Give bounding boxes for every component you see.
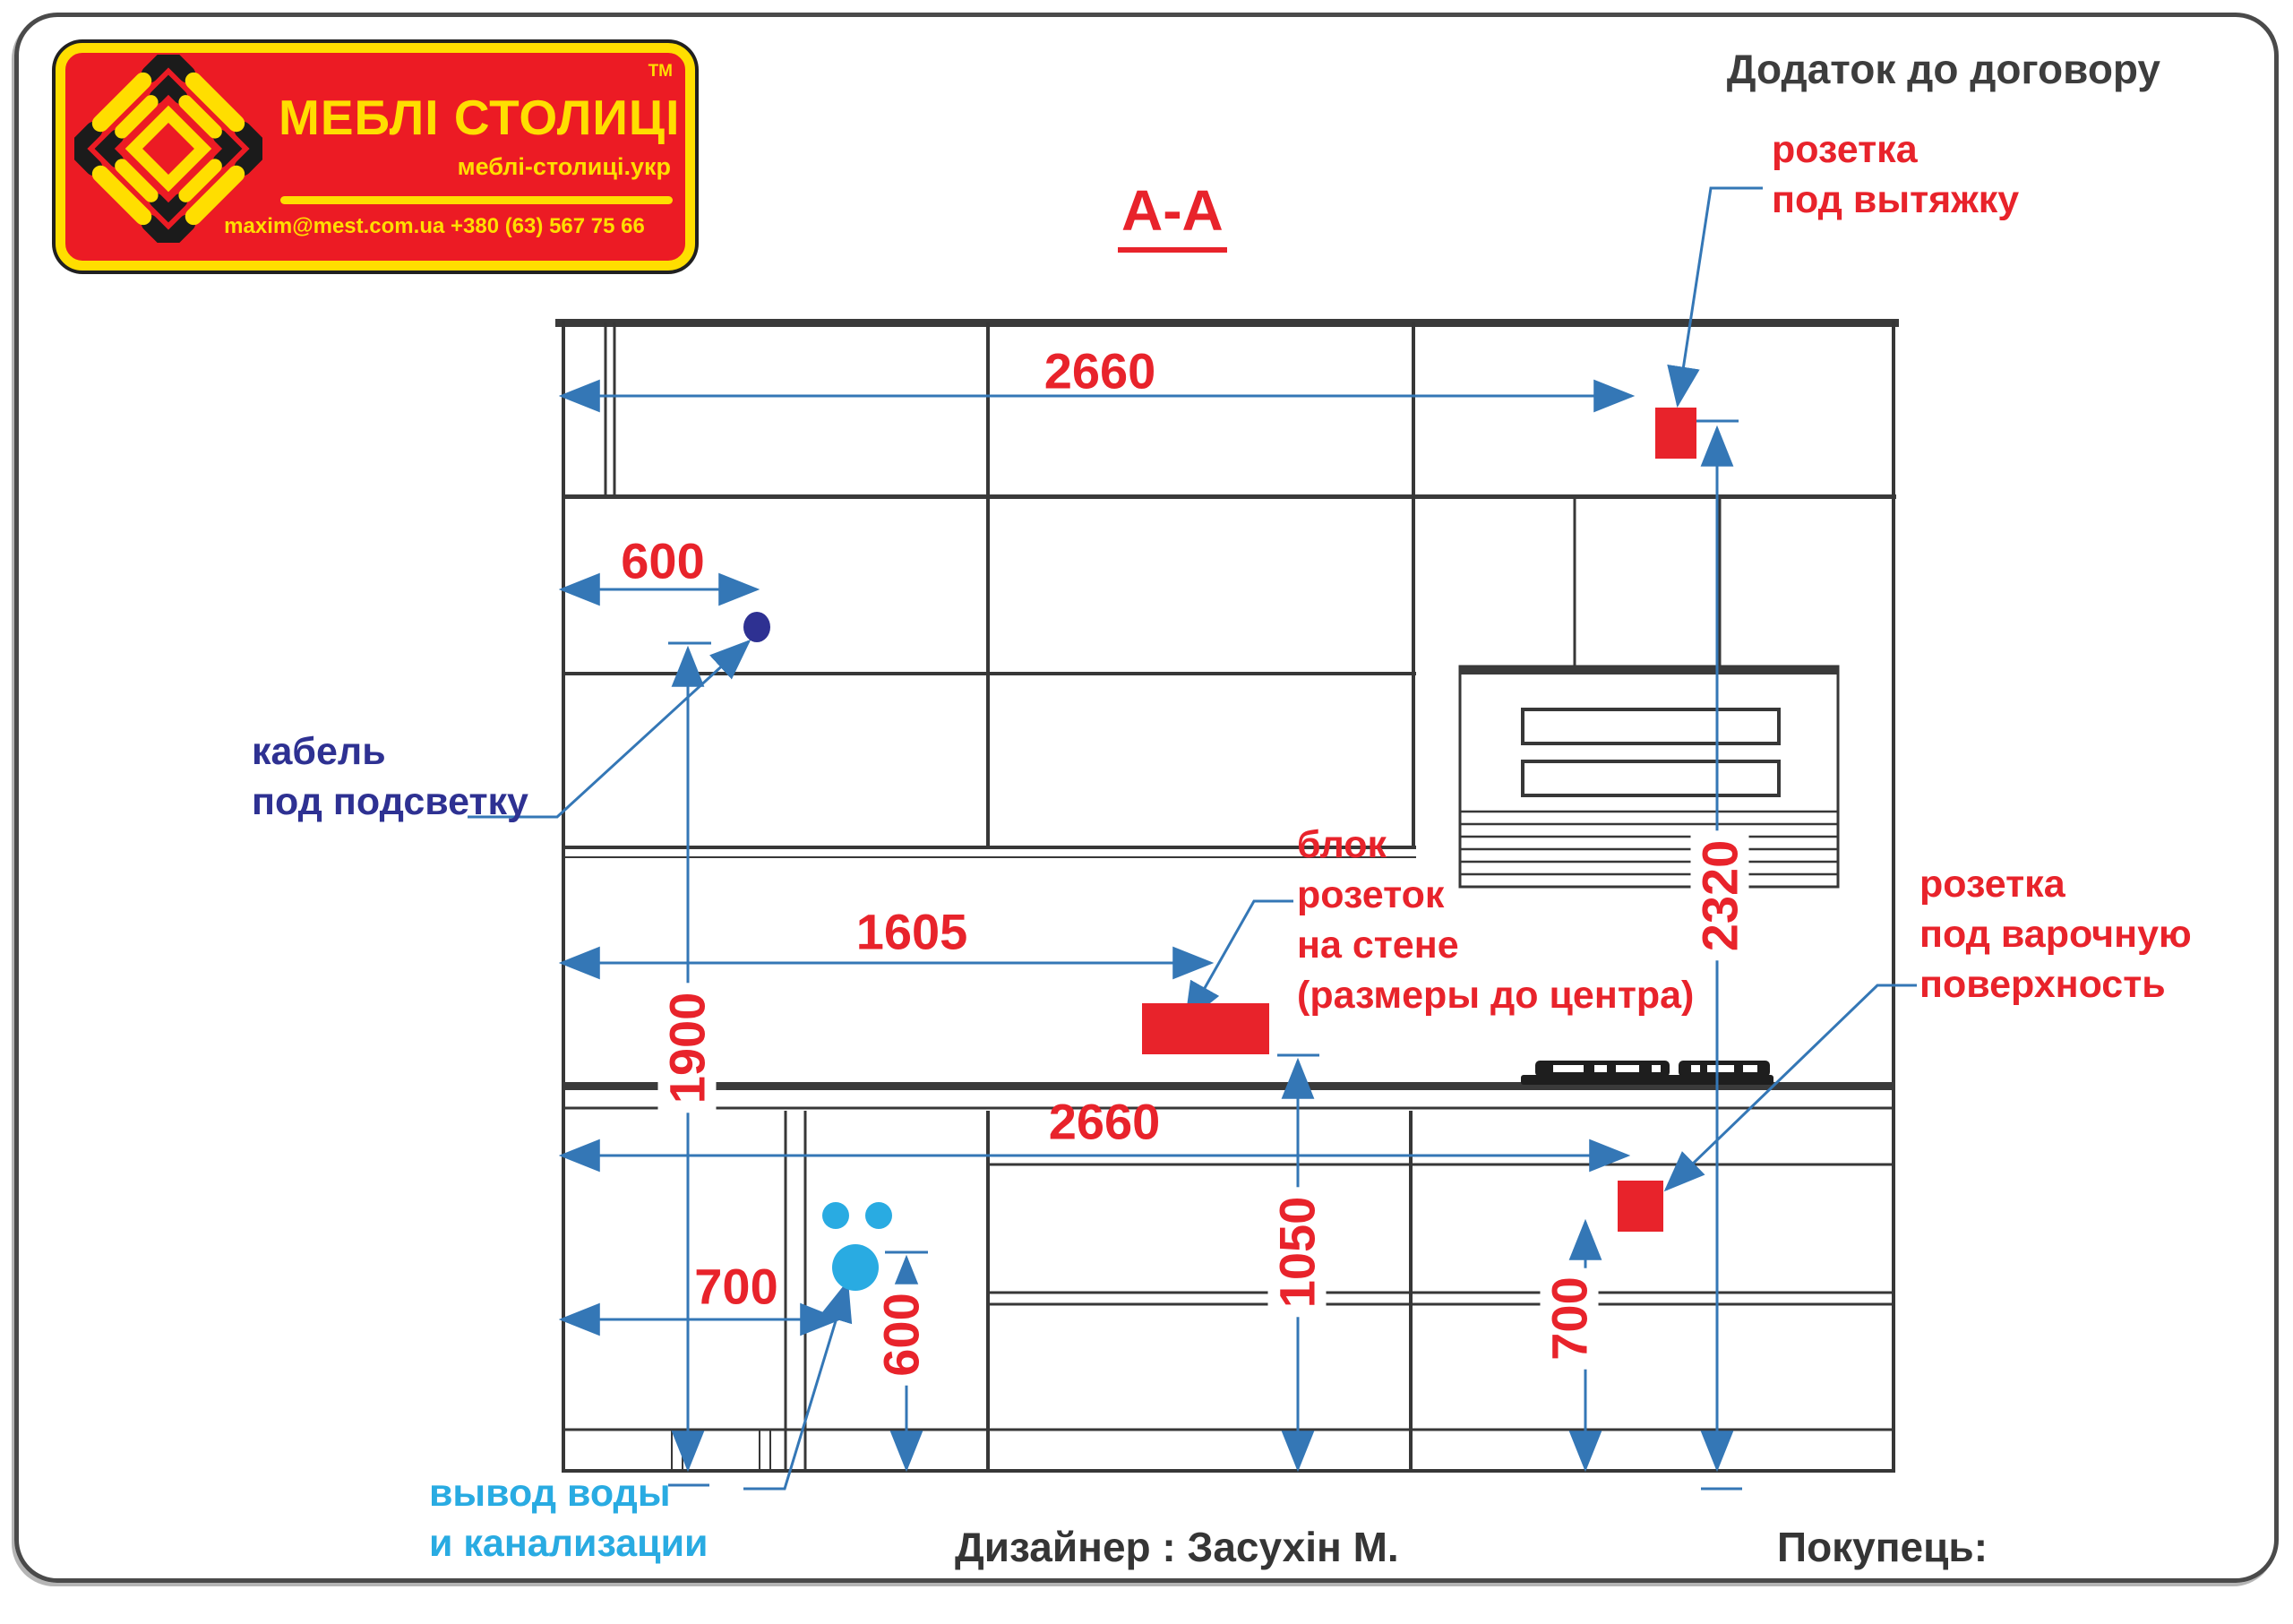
annotation-line: под подсветку [252, 779, 528, 823]
buyer-label: Покупець: [1777, 1524, 1988, 1570]
logo-divider [280, 196, 673, 204]
annotation-line: под вытяжку [1772, 177, 2020, 221]
logo-brand: МЕБЛІ СТОЛИЦІ [279, 90, 681, 145]
wall-socket-block-marker [1142, 1003, 1269, 1054]
annotation-wall-block [1297, 821, 1694, 1021]
annotation-line: под варочную [1919, 912, 2192, 956]
annotation-line: блок [1297, 823, 1387, 866]
dim-label-2320: 2320 [1691, 831, 1749, 961]
hood-socket-marker [1655, 408, 1696, 459]
dim-label-1900: 1900 [658, 984, 717, 1113]
water-point [822, 1202, 849, 1229]
annotation-line: розетка [1919, 863, 2065, 906]
annotation-water [429, 1469, 708, 1569]
section-label: А-А [1118, 177, 1227, 253]
cooktop [1521, 1061, 1773, 1085]
annotation-cooktop-socket [1919, 860, 2192, 1010]
annotation-line: (размеры до центра) [1297, 973, 1695, 1017]
logo-site: меблі-столиці.укр [457, 153, 671, 180]
hood-slot [1523, 709, 1779, 743]
annotation-line: кабель [252, 730, 386, 773]
wall-cabinet-top-band [555, 319, 1899, 327]
annotation-line: поверхность [1919, 962, 2166, 1006]
water-point [865, 1202, 892, 1229]
dim-label-600: 600 [621, 532, 705, 589]
dim-label-bottom-2660: 2660 [1048, 1093, 1161, 1150]
logo-tm: ТМ [648, 62, 673, 81]
annotation-line: вывод воды [429, 1472, 671, 1515]
annotation-line: розеток [1297, 872, 1445, 916]
annotation-hood-socket [1772, 125, 2019, 226]
light-cable-point [743, 612, 770, 642]
dim-label-700-left: 700 [694, 1258, 778, 1315]
annotation-line: розетка [1772, 128, 1918, 171]
dim-label-top-2660: 2660 [1043, 342, 1156, 400]
company-logo [56, 43, 695, 271]
dim-label-1605: 1605 [855, 903, 968, 960]
dim-label-700-right: 700 [1541, 1267, 1599, 1369]
logo-contacts: maxim@mest.com.ua +380 (63) 567 75 66 [224, 214, 645, 238]
cooktop-socket-marker [1618, 1181, 1663, 1232]
annotation-line: на стене [1297, 923, 1459, 967]
hood-slot [1523, 761, 1779, 795]
leader-hood-socket [1678, 188, 1763, 405]
dim-label-1050: 1050 [1268, 1188, 1327, 1318]
leader-wall-block [1186, 901, 1293, 1021]
annotation-cable [252, 727, 528, 828]
document-title: Додаток до договору [1726, 46, 2160, 92]
designer-label: Дизайнер : Засухін М. [955, 1524, 1399, 1570]
upper-row-bottom [562, 494, 1896, 499]
dim-label-600-bottom: 600 [872, 1284, 931, 1385]
annotation-line: и канализации [429, 1521, 709, 1565]
